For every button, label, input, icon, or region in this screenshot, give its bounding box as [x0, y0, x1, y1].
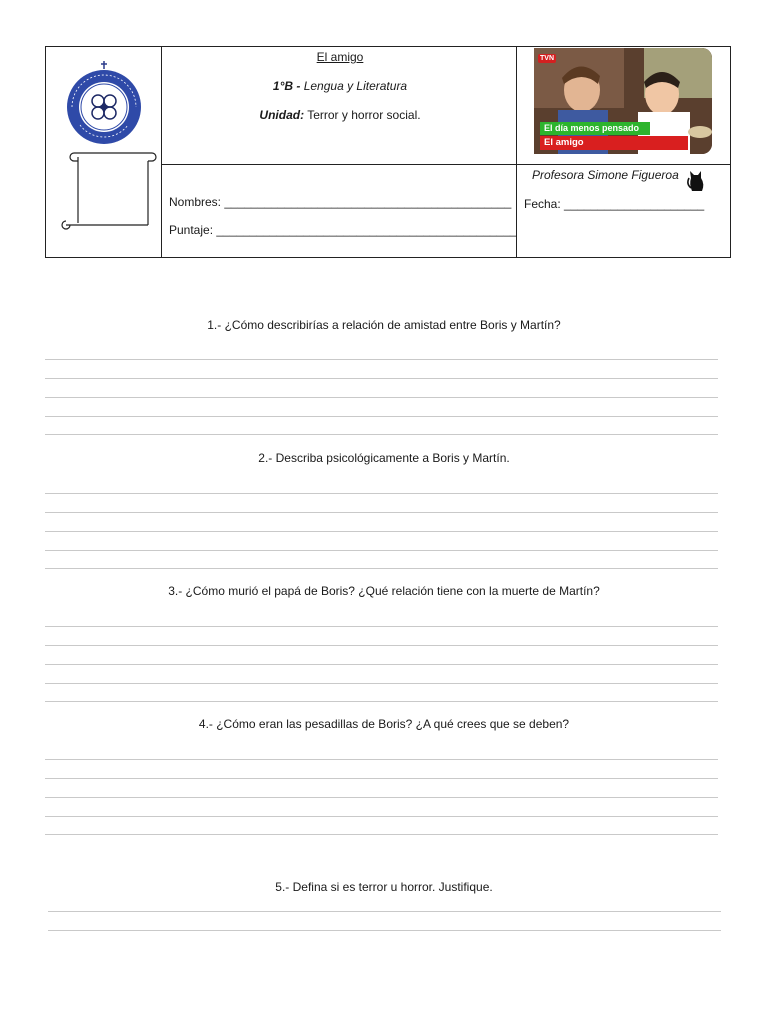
score-field[interactable]: Puntaje: _____________________________________________: [169, 223, 517, 237]
question-2: 2.- Describa psicológicamente a Boris y Martín.: [258, 451, 510, 465]
school-logo: [66, 55, 142, 147]
scroll-frame-icon: [58, 147, 158, 231]
title-block: [163, 47, 517, 163]
teacher-name: Profesora Simone Figueroa: [532, 168, 679, 182]
program-banner: El día menos pensado: [540, 122, 650, 135]
episode-thumbnail: [534, 48, 712, 154]
course-line: [163, 79, 517, 93]
channel-logo: TVN: [540, 55, 554, 62]
course-grade: 1°B -: [272, 79, 304, 93]
question-4: 4.- ¿Cómo eran las pesadillas de Boris? ¿A qué crees que se deben?: [198, 717, 570, 731]
header-divider: [161, 47, 162, 257]
course-subject: Lengua y Literatura: [303, 79, 408, 93]
worksheet-title: El amigo: [316, 50, 364, 64]
question-5: 5.- Defina si es terror u horror. Justifique.: [275, 880, 493, 894]
worksheet-header: [45, 46, 731, 258]
question-3: 3.- ¿Cómo murió el papá de Boris? ¿Qué relación tiene con la muerte de Martín?: [168, 584, 600, 598]
unit-line: [163, 108, 517, 122]
cat-icon: [686, 166, 708, 192]
date-field[interactable]: Fecha: _____________________: [524, 197, 705, 211]
unit-value: Terror y horror social.: [304, 108, 421, 122]
episode-banner: El amigo: [540, 136, 688, 150]
unit-label: Unidad:: [259, 108, 305, 122]
names-field[interactable]: Nombres: ___________________________________________: [169, 195, 512, 209]
question-1: 1.- ¿Cómo describirías a relación de amistad entre Boris y Martín?: [207, 318, 561, 332]
header-divider: [162, 164, 730, 165]
